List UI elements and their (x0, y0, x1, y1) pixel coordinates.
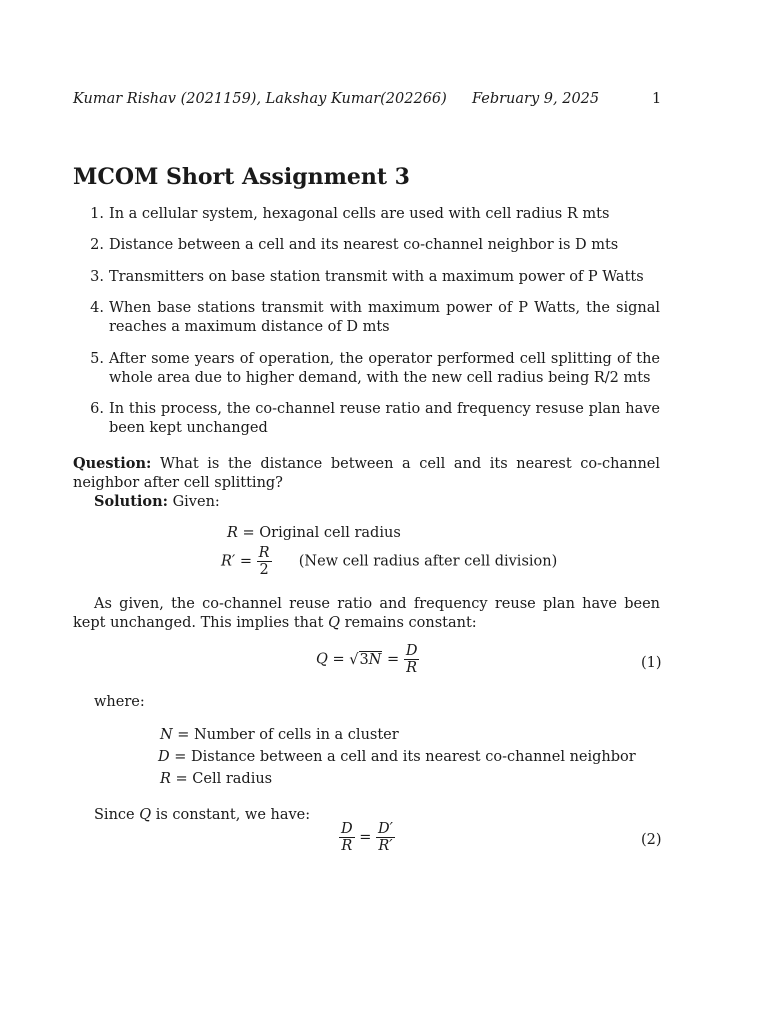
question-label: Question: (73, 455, 152, 472)
list-item (90, 205, 660, 224)
solution-label: Solution: (94, 493, 168, 510)
fraction-R-over-2: $\frac{R}{2}$ (258, 545, 270, 578)
solution-heading (94, 492, 220, 512)
question-paragraph (73, 454, 660, 493)
definition-D: D = Distance between a cell and its nearest co-channel neighbor (158, 749, 636, 765)
reuse-paragraph (73, 595, 660, 633)
list-item (90, 299, 660, 337)
definition-N: N = Number of cells in a cluster (160, 727, 399, 743)
solution-given: Given: (172, 494, 220, 510)
var-R-prime: R′ (221, 553, 236, 570)
since-paragraph: Since Q is constant, we have: (94, 807, 311, 823)
list-item-text: Distance between a cell and its nearest co-channel neighbor is D mts (109, 237, 619, 253)
list-item-text: When base stations transmit with maximum power of P Watts, the signal reaches a maximum distance of D mts (109, 300, 660, 335)
where-label: where: (94, 694, 145, 710)
fraction-D-over-R: $\frac{D}{R}$ (405, 643, 418, 676)
list-item-number: 3. (90, 269, 104, 285)
question-text: What is the distance between a cell and its nearest co-channel neighbor after cell splitting? (73, 456, 661, 491)
list-item (90, 350, 660, 388)
list-item (90, 236, 660, 255)
definition-R: R = Cell radius (160, 771, 273, 787)
fraction-D-over-R: $\frac{D}{R}$ (341, 821, 353, 854)
list-item-number: 5. (90, 351, 104, 367)
reuse-text: As given, the co-channel reuse ratio and frequency reuse plan have been kept unchanged. This implies that (73, 596, 660, 631)
fraction-Dprime-over-Rprime: $\frac{D'}{R'}$ (378, 821, 393, 854)
given-new-radius (221, 545, 557, 578)
equation-1-number: (1) (641, 655, 662, 671)
list-item-text: In a cellular system, hexagonal cells are used with cell radius R mts (109, 206, 610, 222)
header-authors: Kumar Rishav (2021159), Lakshay Kumar(202266) (73, 91, 447, 107)
sqrt-3N: √3N (349, 651, 382, 668)
list-item (90, 268, 660, 287)
def-original-radius: = Original cell radius (242, 525, 401, 541)
list-item-number: 6. (90, 401, 104, 417)
equals-sign: = (239, 553, 257, 570)
list-item (90, 400, 660, 438)
list-item-text: Transmitters on base station transmit with a maximum power of P Watts (109, 269, 644, 285)
var-Q: Q (328, 615, 340, 631)
list-item-number: 4. (90, 300, 104, 316)
given-original-radius (227, 525, 401, 541)
page-title: MCOM Short Assignment 3 (73, 164, 410, 190)
def-new-radius-note: (New cell radius after cell division) (298, 553, 558, 570)
page-number: 1 (652, 91, 662, 107)
list-item-text: After some years of operation, the operator performed cell splitting of the whole area due to higher demand, with the new cell radius being R/2 mts (109, 351, 660, 386)
list-item-text: In this process, the co-channel reuse ratio and frequency resuse plan have been kept unchanged (109, 401, 660, 436)
equation-2-number: (2) (641, 832, 662, 848)
list-item-number: 2. (90, 237, 104, 253)
list-item-number: 1. (90, 206, 104, 222)
equation-1: Q = √3N = $\frac{D}{R}$ (316, 643, 418, 676)
equation-2: $\frac{D}{R}$ = $\frac{D'}{R'}$ (341, 821, 393, 854)
reuse-text-end: remains constant: (344, 615, 477, 631)
var-R: R (227, 525, 238, 541)
header-date: February 9, 2025 (472, 91, 600, 107)
